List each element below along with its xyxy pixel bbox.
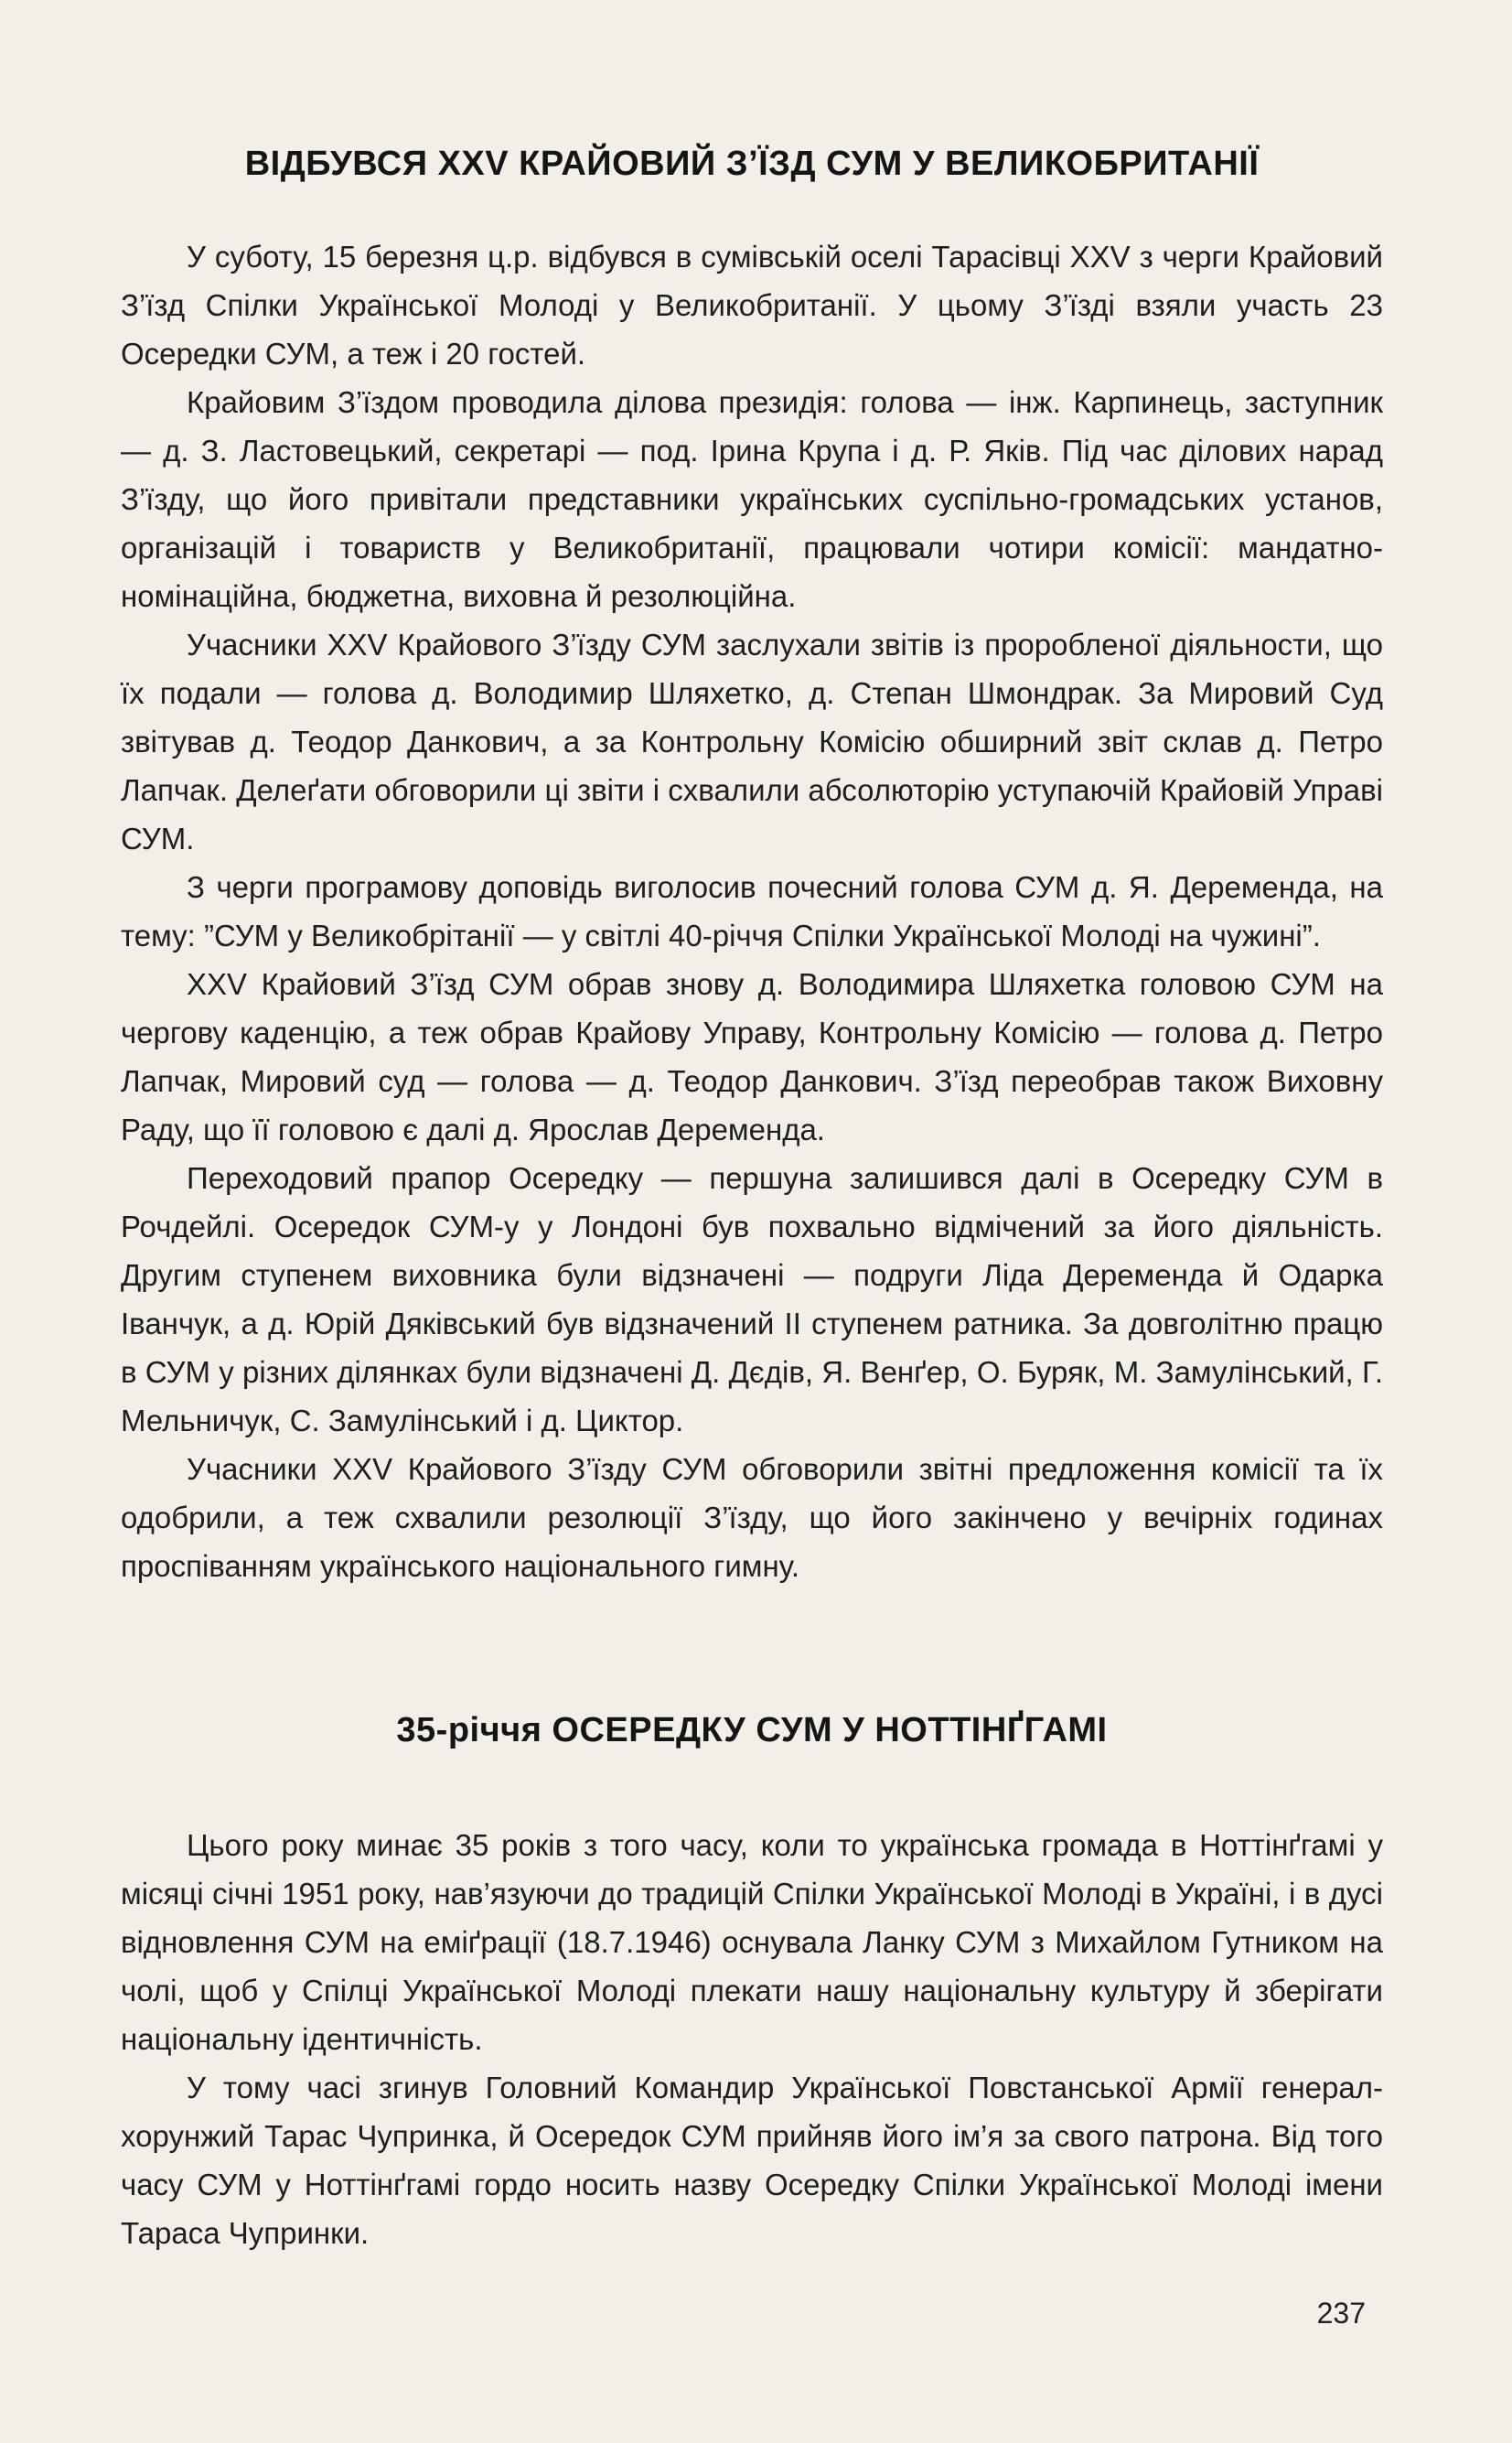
paragraph: XXV Крайовий З’їзд СУМ обрав знову д. Володимира Шляхетка головою СУМ на чергову каденцію, а теж обрав Крайову Управу, Контрольну Комісію — голова д. Петро Лапчак, Мировий суд — голова — д. Теодор Данкович. З’їзд переобрав також Виховну Раду, що її головою є далі д. Ярослав Деременда. — [121, 967, 1383, 1146]
paragraph: Крайовим З’їздом проводила ділова президія: голова — інж. Карпинець, заступник — д. З. Ластовецький, секретарі — под. Ірина Крупа і д. Р. Яків. Під час ділових нарад З’їзду, що його привітали представники українських суспільно-громадських установ, організацій і товариств у Великобританії, працювали чотири комісії: мандатно-номінаційна, бюджетна, виховна й резолюційна. — [121, 385, 1383, 613]
paragraph: Учасники XXV Крайового З’їзду СУМ заслухали звітів із проробленої діяльности, що їх подали — голова д. Володимир Шляхетко, д. Степан Шмондрак. За Мировий Суд звітував д. Теодор Данкович, а за Контрольну Комісію обширний звіт склав д. Петро Лапчак. Делеґати обговорили ці звіти і схвалили абсолюторію уступаючій Крайовій Управі СУМ. — [121, 628, 1383, 856]
paragraph: Переходовий прапор Осередку — першуна залишився далі в Осередку СУМ в Рочдейлі. Осередок СУМ-у у Лондоні був похвально відмічений за його діяльність. Другим ступенем виховника були відзначені — подруги Ліда Деременда й Одарка Іванчук, а д. Юрій Дяківський був відзначений II ступенем ратника. За довголітню працю в СУМ у різних ділянках були відзначені Д. Дєдів, Я. Венґер, О. Буряк, М. Замулінський, Г. Мельничук, С. Замулінський і д. Циктор. — [121, 1161, 1383, 1437]
nottingham-article-body — [121, 1821, 1383, 2257]
paragraph: У тому часі згинув Головний Командир Української Повстанської Армії генерал-хорунжий Тарас Чупринка, й Осередок СУМ прийняв його ім’я за свого патрона. Від того часу СУМ у Ноттінґгамі гордо носить назву Осередку Спілки Української Молоді імени Тараса Чупринки. — [121, 2071, 1383, 2250]
paragraph: Учасники XXV Крайового З’їзду СУМ обговорили звітні предложення комісії та їх одобрили, а теж схвалили резолюції З’їзду, що його закінчено у вечірніх годинах проспіванням українського національного гимну. — [121, 1452, 1383, 1583]
paragraph: З черги програмову доповідь виголосив почесний голова СУМ д. Я. Деременда, на тему: ”СУМ у Великобрітанії — у світлі 40-річчя Спілки Української Молоді на чужині”. — [121, 870, 1383, 952]
page-number: 237 — [1316, 2297, 1366, 2330]
section-title-nottingham: 35-річчя ОСЕРЕДКУ СУМ У НОТТІНҐГАМІ — [396, 1711, 1108, 1749]
paragraph: Цього року минає 35 років з того часу, коли то українська громада в Ноттінґгамі у місяці січні 1951 року, нав’язуючи до традицій Спілки Української Молоді в Україні, і в дусі відновлення СУМ на еміґрації (18.7.1946) оснувала Ланку СУМ з Михайлом Гутником на чолі, щоб у Спілці Української Молоді плекати нашу національну культуру й зберігати національну ідентичність. — [121, 1828, 1383, 2056]
paragraph: У суботу, 15 березня ц.р. відбувся в сумівській оселі Тарасівці XXV з черги Крайовий З’їзд Спілки Української Молоді у Великобританії. У цьому З’їзді взяли участь 23 Осередки СУМ, а теж і 20 гостей. — [121, 240, 1383, 371]
section-title-congress: ВІДБУВСЯ XXV КРАЙОВИЙ З’ЇЗД СУМ У ВЕЛИКОБРИТАНІЇ — [244, 145, 1260, 183]
congress-article-body — [121, 232, 1383, 1590]
